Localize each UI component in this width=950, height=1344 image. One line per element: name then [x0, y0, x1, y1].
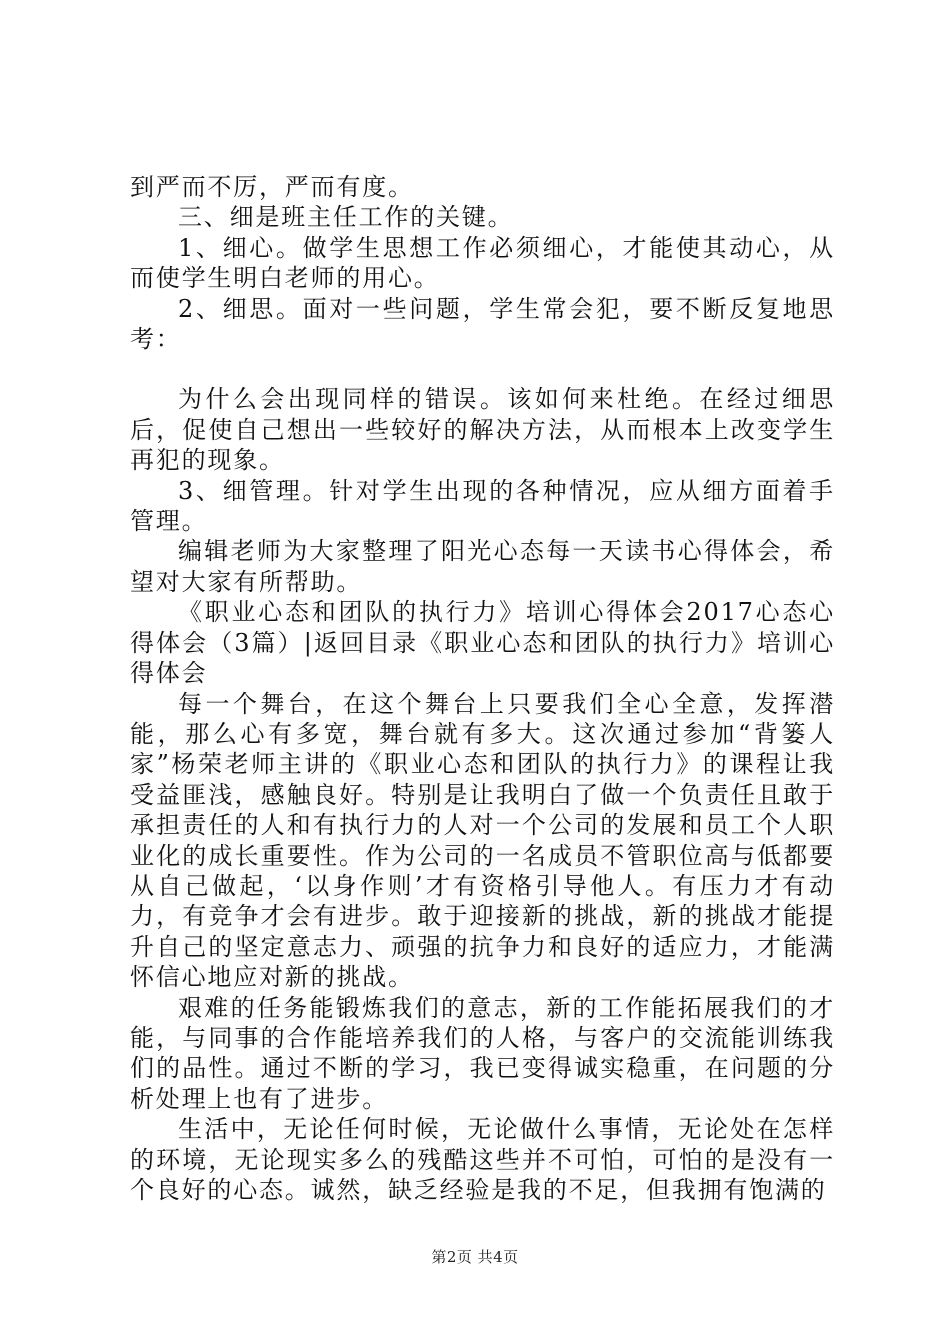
paragraph-item-1: 1、细心。做学生思想工作必须细心，才能使其动心，从而使学生明白老师的用心。: [130, 233, 835, 293]
paragraph-item-3: 3、细管理。针对学生出现的各种情况，应从细方面着手管理。: [130, 476, 835, 536]
paragraph-body-1: 每一个舞台，在这个舞台上只要我们全心全意，发挥潜能，那么心有多宽，舞台就有多大。这次通过参加“背篓人家”杨荣老师主讲的《职业心态和团队的执行力》的课程让我受益匪浅，感触良好。特别是让我明白了做一个负责任且敢于承担责任的人和有执行力的人对一个公司的发展和员工个人职业化的成长重要性。作为公司的一名成员不管职位高与低都要从自己做起，‘以身作则’才有资格引导他人。有压力才有动力，有竞争才会有进步。敢于迎接新的挑战，新的挑战才能提升自己的坚定意志力、顽强的抗争力和良好的适应力，才能满怀信心地应对新的挑战。: [130, 689, 835, 992]
section-heading: 三、细是班主任工作的关键。: [178, 203, 514, 232]
paragraph-item-2-continued: 为什么会出现同样的错误。该如何来杜绝。在经过细思后，促使自己想出一些较好的解决方法，从而根本上改变学生再犯的现象。: [130, 385, 835, 475]
paragraph-body-2: 艰难的任务能锻炼我们的意志，新的工作能拓展我们的才能，与同事的合作能培养我们的人格，与客户的交流能训练我们的品性。通过不断的学习，我已变得诚实稳重，在问题的分析处理上也有了进步。: [130, 993, 835, 1113]
page-footer: [0, 1246, 950, 1267]
paragraph-item-2: 2、细思。面对一些问题，学生常会犯，要不断反复地思考：: [130, 294, 835, 354]
page-number-label: 第2页 共4页: [431, 1248, 519, 1266]
body-text: [130, 172, 835, 1205]
paragraph-body-3: 生活中，无论任何时候，无论做什么事情，无论处在怎样的环境，无论现实多么的残酷这些并不可怕，可怕的是没有一个良好的心态。诚然，缺乏经验是我的不足，但我拥有饱满的: [130, 1115, 835, 1204]
paragraph-continuation: 到严而不厉，严而有度。: [130, 173, 414, 201]
paragraph-article-title: 《职业心态和团队的执行力》培训心得体会2017心态心得体会（3篇）|返回目录《职业心态和团队的执行力》培训心得体会: [130, 598, 835, 688]
paragraph-editor-note: 编辑老师为大家整理了阳光心态每一天读书心得体会，希望对大家有所帮助。: [130, 537, 835, 596]
